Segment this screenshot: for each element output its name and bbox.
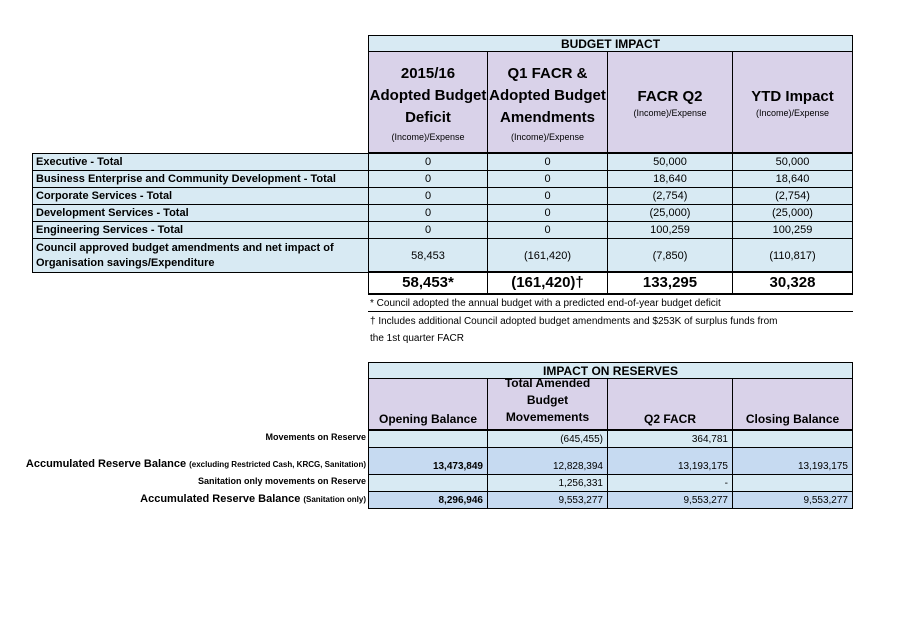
reserve-row-value: - [607, 474, 733, 493]
total-cell: 133,295 [607, 271, 733, 295]
impact-on-reserves-banner: IMPACT ON RESERVES [368, 362, 853, 379]
reserve-row-value: 13,473,849 [368, 447, 488, 476]
budget-row-value: 0 [368, 187, 488, 205]
budget-row-value: 0 [487, 153, 608, 171]
footnote-amendments-cont: the 1st quarter FACR [370, 333, 464, 344]
budget-row-label: Business Enterprise and Community Development - Total [32, 170, 369, 188]
budget-row-label: Engineering Services - Total [32, 221, 369, 239]
reserve-row-label-main: Sanitation only movements on Reserve [197, 476, 366, 486]
res-col-q2-facr: Q2 FACR [607, 378, 733, 430]
reserve-row-value [368, 430, 488, 448]
res-col-closing-balance: Closing Balance [732, 378, 853, 430]
reserve-row-label-suffix: (excluding Restricted Cash, KRCG, Sanitation) [189, 460, 366, 469]
col-title: 2015/16 Adopted Budget Deficit [369, 64, 487, 126]
budget-row-value: (25,000) [732, 204, 853, 222]
reserve-row-value: 13,193,175 [732, 447, 853, 476]
budget-row-value: (2,754) [732, 187, 853, 205]
budget-row-value: 58,453 [368, 238, 488, 273]
col-title: FACR Q2 [637, 88, 703, 105]
budget-row-value: (2,754) [607, 187, 733, 205]
reserve-row-value: 13,193,175 [607, 447, 733, 476]
total-cell: 30,328 [732, 271, 853, 295]
reserve-row-value: 364,781 [607, 430, 733, 448]
reserve-row-label-main: Accumulated Reserve Balance [140, 493, 301, 505]
budget-row-value: 0 [368, 221, 488, 239]
budget-row-label: Development Services - Total [32, 204, 369, 222]
budget-row-value: 0 [487, 170, 608, 188]
reserve-row-value [732, 430, 853, 448]
col-sub: (Income)/Expense [755, 108, 830, 118]
budget-row-value: (161,420) [487, 238, 608, 273]
total-cell: 58,453* [368, 271, 488, 295]
budget-row-value: 0 [487, 187, 608, 205]
budget-totals-row [368, 271, 853, 295]
col-header-facr-q2 [607, 51, 733, 153]
col-header-ytd-impact [732, 51, 853, 153]
budget-row-value: 100,259 [732, 221, 853, 239]
budget-row-value: (25,000) [607, 204, 733, 222]
reserve-row-value: 9,553,277 [607, 491, 733, 509]
budget-row-value: 0 [368, 170, 488, 188]
budget-row-label: Executive - Total [32, 153, 369, 171]
col-sub: (Income)/Expense [391, 131, 465, 142]
budget-row-value: 100,259 [607, 221, 733, 239]
budget-impact-banner: BUDGET IMPACT [368, 35, 853, 52]
footnote-deficit: * Council adopted the annual budget with a predicted end-of-year budget deficit [370, 298, 721, 309]
reserve-row-value: 9,553,277 [487, 491, 608, 509]
reserve-row-label [140, 493, 366, 505]
col-title: YTD Impact [751, 88, 834, 105]
reserve-row-label [265, 432, 366, 442]
reserve-row-value: (645,455) [487, 430, 608, 448]
reserve-row-value: 1,256,331 [487, 474, 608, 493]
budget-row-value: 0 [368, 153, 488, 171]
res-col-opening-balance: Opening Balance [368, 378, 488, 430]
budget-row-value: 50,000 [607, 153, 733, 171]
budget-row-value: (110,817) [732, 238, 853, 273]
reserve-row-value: 8,296,946 [368, 491, 488, 509]
budget-row-value: 0 [487, 221, 608, 239]
reserve-row-label-main: Movements on Reserve [265, 432, 366, 442]
col-sub: (Income)/Expense [633, 108, 707, 118]
col-title: Q1 FACR & Adopted Budget Amendments [489, 64, 606, 126]
reserve-row-label [198, 476, 366, 486]
budget-row-value: (7,850) [607, 238, 733, 273]
budget-row-value: 18,640 [732, 170, 853, 188]
col-header-q1-facr [487, 51, 608, 153]
budget-row-label: Corporate Services - Total [32, 187, 369, 205]
col-sub: (Income)/Expense [510, 131, 585, 142]
budget-row-value: 0 [487, 204, 608, 222]
total-cell: (161,420)† [487, 271, 608, 295]
footnote-rule [368, 311, 853, 312]
col-header-adopted-deficit [368, 51, 488, 153]
budget-row-value: 0 [368, 204, 488, 222]
budget-row-label: Council approved budget amendments and net impact of Organisation savings/Expenditure [32, 238, 369, 273]
footnote-amendments: † Includes additional Council adopted budget amendments and $253K of surplus funds from [370, 316, 778, 327]
reserve-row-value: 12,828,394 [487, 447, 608, 476]
res-col-total-amended: Total Amended Budget Movemements [487, 378, 608, 430]
budget-row-value: 50,000 [732, 153, 853, 171]
reserve-row-label-suffix: (Sanitation only) [303, 495, 366, 504]
reserve-row-label-main: Accumulated Reserve Balance [25, 458, 187, 470]
reserve-row-label [26, 458, 366, 470]
budget-row-value: 18,640 [607, 170, 733, 188]
reserve-row-value: 9,553,277 [732, 491, 853, 509]
